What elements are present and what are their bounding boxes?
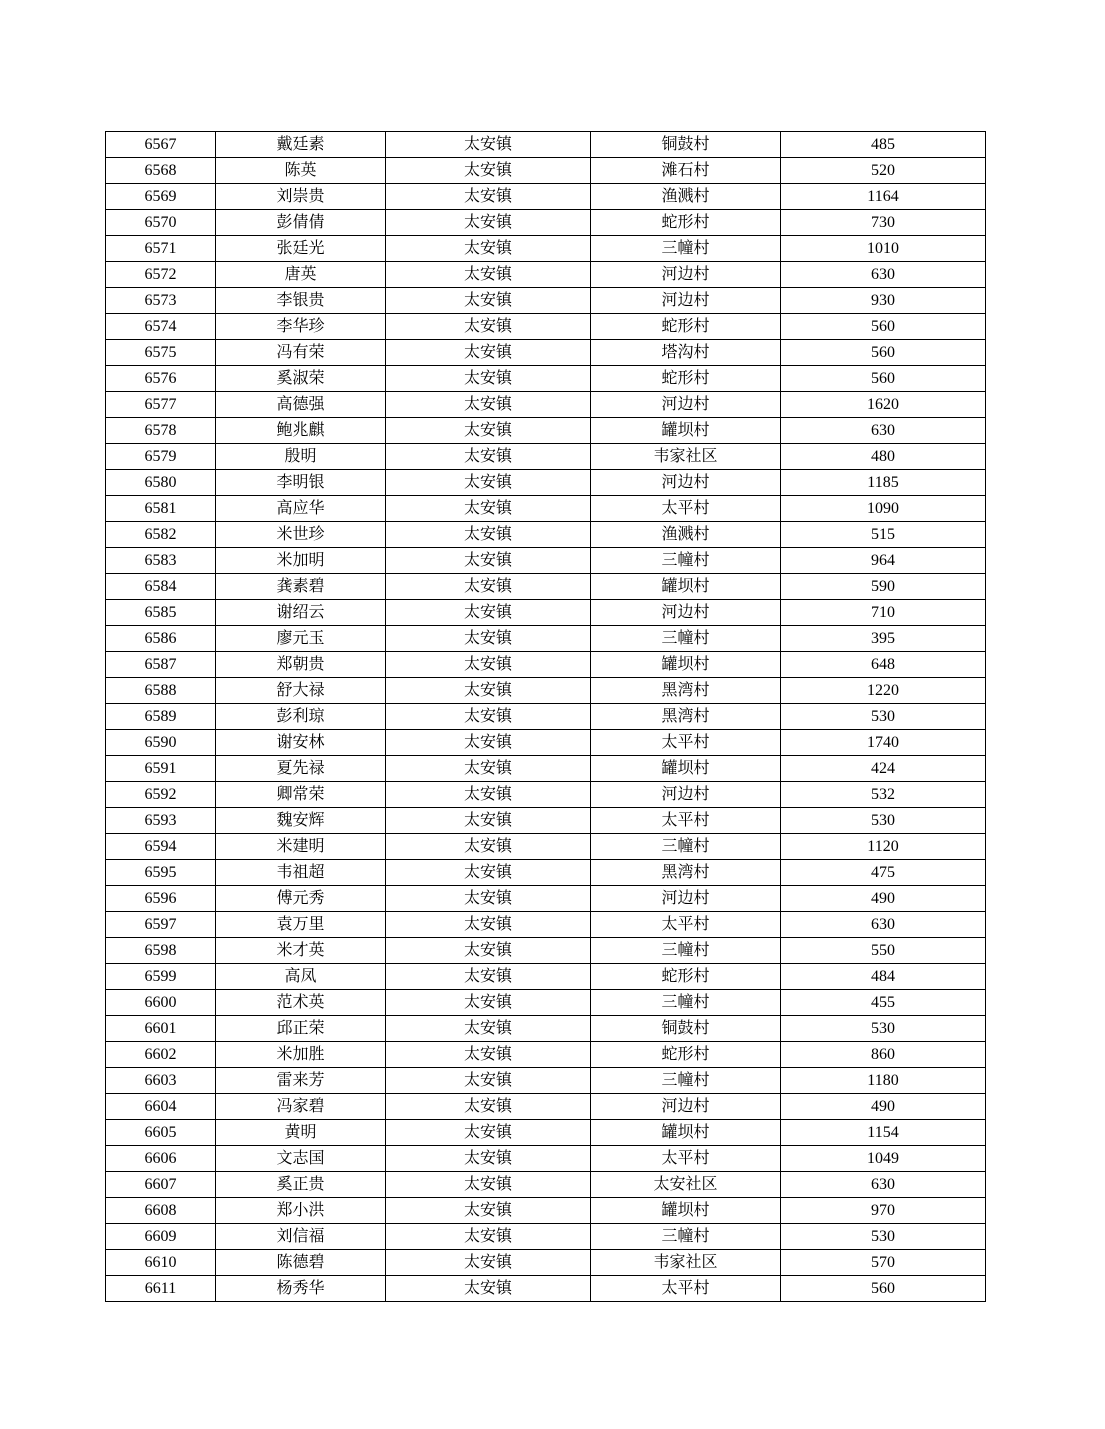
table-row [106, 210, 986, 236]
amount-cell: 530 [781, 704, 986, 730]
name-cell: 廖元玉 [216, 626, 386, 652]
town-cell: 太安镇 [386, 808, 591, 834]
town-cell: 太安镇 [386, 1146, 591, 1172]
table-row [106, 1198, 986, 1224]
village-cell: 蛇形村 [591, 314, 781, 340]
name-cell: 奚淑荣 [216, 366, 386, 392]
name-cell: 杨秀华 [216, 1276, 386, 1302]
village-cell: 河边村 [591, 470, 781, 496]
name-cell: 唐英 [216, 262, 386, 288]
amount-cell: 530 [781, 1224, 986, 1250]
table-row [106, 1276, 986, 1302]
name-cell: 米加明 [216, 548, 386, 574]
serial-cell: 6596 [106, 886, 216, 912]
village-cell: 罐坝村 [591, 574, 781, 600]
town-cell: 太安镇 [386, 470, 591, 496]
amount-cell: 1154 [781, 1120, 986, 1146]
table-row [106, 418, 986, 444]
amount-cell: 1740 [781, 730, 986, 756]
town-cell: 太安镇 [386, 522, 591, 548]
name-cell: 高应华 [216, 496, 386, 522]
amount-cell: 560 [781, 314, 986, 340]
amount-cell: 550 [781, 938, 986, 964]
serial-cell: 6605 [106, 1120, 216, 1146]
serial-cell: 6568 [106, 158, 216, 184]
name-cell: 米世珍 [216, 522, 386, 548]
amount-cell: 1220 [781, 678, 986, 704]
village-cell: 三幢村 [591, 990, 781, 1016]
serial-cell: 6577 [106, 392, 216, 418]
amount-cell: 930 [781, 288, 986, 314]
serial-cell: 6590 [106, 730, 216, 756]
serial-cell: 6569 [106, 184, 216, 210]
table-row [106, 886, 986, 912]
village-cell: 河边村 [591, 288, 781, 314]
serial-cell: 6597 [106, 912, 216, 938]
town-cell: 太安镇 [386, 782, 591, 808]
amount-cell: 964 [781, 548, 986, 574]
town-cell: 太安镇 [386, 860, 591, 886]
serial-cell: 6602 [106, 1042, 216, 1068]
amount-cell: 970 [781, 1198, 986, 1224]
village-cell: 滩石村 [591, 158, 781, 184]
name-cell: 高凤 [216, 964, 386, 990]
amount-cell: 1049 [781, 1146, 986, 1172]
village-cell: 三幢村 [591, 1068, 781, 1094]
serial-cell: 6567 [106, 132, 216, 158]
amount-cell: 730 [781, 210, 986, 236]
table-row [106, 1016, 986, 1042]
village-cell: 蛇形村 [591, 210, 781, 236]
amount-cell: 710 [781, 600, 986, 626]
village-cell: 三幢村 [591, 548, 781, 574]
village-cell: 罐坝村 [591, 418, 781, 444]
town-cell: 太安镇 [386, 1068, 591, 1094]
serial-cell: 6580 [106, 470, 216, 496]
serial-cell: 6570 [106, 210, 216, 236]
town-cell: 太安镇 [386, 1016, 591, 1042]
table-row [106, 990, 986, 1016]
town-cell: 太安镇 [386, 1120, 591, 1146]
table-row [106, 522, 986, 548]
name-cell: 高德强 [216, 392, 386, 418]
serial-cell: 6601 [106, 1016, 216, 1042]
town-cell: 太安镇 [386, 1042, 591, 1068]
town-cell: 太安镇 [386, 210, 591, 236]
name-cell: 傅元秀 [216, 886, 386, 912]
village-cell: 三幢村 [591, 1224, 781, 1250]
town-cell: 太安镇 [386, 756, 591, 782]
serial-cell: 6607 [106, 1172, 216, 1198]
records-table [105, 131, 986, 1302]
name-cell: 米才英 [216, 938, 386, 964]
town-cell: 太安镇 [386, 184, 591, 210]
name-cell: 刘信福 [216, 1224, 386, 1250]
name-cell: 冯家碧 [216, 1094, 386, 1120]
town-cell: 太安镇 [386, 730, 591, 756]
village-cell: 蛇形村 [591, 1042, 781, 1068]
amount-cell: 630 [781, 262, 986, 288]
town-cell: 太安镇 [386, 704, 591, 730]
village-cell: 河边村 [591, 1094, 781, 1120]
serial-cell: 6579 [106, 444, 216, 470]
amount-cell: 560 [781, 1276, 986, 1302]
village-cell: 太平村 [591, 1276, 781, 1302]
name-cell: 雷来芳 [216, 1068, 386, 1094]
serial-cell: 6594 [106, 834, 216, 860]
serial-cell: 6588 [106, 678, 216, 704]
amount-cell: 1185 [781, 470, 986, 496]
village-cell: 黑湾村 [591, 704, 781, 730]
town-cell: 太安镇 [386, 340, 591, 366]
table-row [106, 808, 986, 834]
town-cell: 太安镇 [386, 262, 591, 288]
name-cell: 殷明 [216, 444, 386, 470]
serial-cell: 6598 [106, 938, 216, 964]
town-cell: 太安镇 [386, 1224, 591, 1250]
serial-cell: 6608 [106, 1198, 216, 1224]
table-row [106, 938, 986, 964]
table-row [106, 964, 986, 990]
name-cell: 彭倩倩 [216, 210, 386, 236]
serial-cell: 6578 [106, 418, 216, 444]
town-cell: 太安镇 [386, 1276, 591, 1302]
amount-cell: 1164 [781, 184, 986, 210]
amount-cell: 480 [781, 444, 986, 470]
village-cell: 蛇形村 [591, 964, 781, 990]
name-cell: 韦祖超 [216, 860, 386, 886]
serial-cell: 6600 [106, 990, 216, 1016]
table-row [106, 158, 986, 184]
village-cell: 河边村 [591, 392, 781, 418]
village-cell: 太平村 [591, 808, 781, 834]
table-row [106, 1250, 986, 1276]
village-cell: 罐坝村 [591, 756, 781, 782]
serial-cell: 6592 [106, 782, 216, 808]
amount-cell: 630 [781, 418, 986, 444]
village-cell: 罐坝村 [591, 1120, 781, 1146]
village-cell: 河边村 [591, 262, 781, 288]
town-cell: 太安镇 [386, 1172, 591, 1198]
amount-cell: 515 [781, 522, 986, 548]
serial-cell: 6571 [106, 236, 216, 262]
table-row [106, 444, 986, 470]
name-cell: 卿常荣 [216, 782, 386, 808]
town-cell: 太安镇 [386, 288, 591, 314]
village-cell: 太安社区 [591, 1172, 781, 1198]
town-cell: 太安镇 [386, 392, 591, 418]
village-cell: 太平村 [591, 1146, 781, 1172]
serial-cell: 6582 [106, 522, 216, 548]
village-cell: 铜鼓村 [591, 132, 781, 158]
name-cell: 龚素碧 [216, 574, 386, 600]
table-row [106, 912, 986, 938]
serial-cell: 6595 [106, 860, 216, 886]
table-row [106, 366, 986, 392]
table-row [106, 470, 986, 496]
village-cell: 塔沟村 [591, 340, 781, 366]
table-row [106, 626, 986, 652]
amount-cell: 570 [781, 1250, 986, 1276]
table-row [106, 262, 986, 288]
serial-cell: 6609 [106, 1224, 216, 1250]
name-cell: 奚正贵 [216, 1172, 386, 1198]
serial-cell: 6587 [106, 652, 216, 678]
name-cell: 范术英 [216, 990, 386, 1016]
amount-cell: 1090 [781, 496, 986, 522]
village-cell: 三幢村 [591, 236, 781, 262]
village-cell: 三幢村 [591, 938, 781, 964]
village-cell: 渔溅村 [591, 522, 781, 548]
amount-cell: 630 [781, 1172, 986, 1198]
table-row [106, 1172, 986, 1198]
records-table-body [106, 132, 986, 1302]
village-cell: 河边村 [591, 782, 781, 808]
name-cell: 鲍兆麒 [216, 418, 386, 444]
amount-cell: 530 [781, 808, 986, 834]
amount-cell: 860 [781, 1042, 986, 1068]
amount-cell: 1180 [781, 1068, 986, 1094]
village-cell: 韦家社区 [591, 444, 781, 470]
town-cell: 太安镇 [386, 496, 591, 522]
name-cell: 夏先禄 [216, 756, 386, 782]
table-row [106, 1120, 986, 1146]
town-cell: 太安镇 [386, 444, 591, 470]
village-cell: 铜鼓村 [591, 1016, 781, 1042]
table-row [106, 730, 986, 756]
serial-cell: 6593 [106, 808, 216, 834]
village-cell: 太平村 [591, 730, 781, 756]
name-cell: 陈英 [216, 158, 386, 184]
table-row [106, 574, 986, 600]
name-cell: 李明银 [216, 470, 386, 496]
table-row [106, 1042, 986, 1068]
serial-cell: 6604 [106, 1094, 216, 1120]
village-cell: 蛇形村 [591, 366, 781, 392]
village-cell: 韦家社区 [591, 1250, 781, 1276]
amount-cell: 532 [781, 782, 986, 808]
serial-cell: 6573 [106, 288, 216, 314]
table-row [106, 600, 986, 626]
name-cell: 文志国 [216, 1146, 386, 1172]
table-row [106, 756, 986, 782]
table-row [106, 782, 986, 808]
town-cell: 太安镇 [386, 132, 591, 158]
serial-cell: 6610 [106, 1250, 216, 1276]
town-cell: 太安镇 [386, 574, 591, 600]
name-cell: 谢安林 [216, 730, 386, 756]
town-cell: 太安镇 [386, 1198, 591, 1224]
name-cell: 谢绍云 [216, 600, 386, 626]
amount-cell: 1620 [781, 392, 986, 418]
name-cell: 郑朝贵 [216, 652, 386, 678]
village-cell: 河边村 [591, 886, 781, 912]
town-cell: 太安镇 [386, 912, 591, 938]
table-row [106, 834, 986, 860]
town-cell: 太安镇 [386, 1250, 591, 1276]
amount-cell: 455 [781, 990, 986, 1016]
amount-cell: 648 [781, 652, 986, 678]
serial-cell: 6574 [106, 314, 216, 340]
village-cell: 渔溅村 [591, 184, 781, 210]
name-cell: 米建明 [216, 834, 386, 860]
name-cell: 袁万里 [216, 912, 386, 938]
serial-cell: 6581 [106, 496, 216, 522]
serial-cell: 6603 [106, 1068, 216, 1094]
name-cell: 李华珍 [216, 314, 386, 340]
table-row [106, 1068, 986, 1094]
town-cell: 太安镇 [386, 626, 591, 652]
amount-cell: 485 [781, 132, 986, 158]
village-cell: 黑湾村 [591, 678, 781, 704]
serial-cell: 6575 [106, 340, 216, 366]
table-row [106, 548, 986, 574]
town-cell: 太安镇 [386, 366, 591, 392]
town-cell: 太安镇 [386, 600, 591, 626]
name-cell: 李银贵 [216, 288, 386, 314]
amount-cell: 560 [781, 366, 986, 392]
town-cell: 太安镇 [386, 834, 591, 860]
village-cell: 河边村 [591, 600, 781, 626]
amount-cell: 490 [781, 886, 986, 912]
village-cell: 罐坝村 [591, 1198, 781, 1224]
town-cell: 太安镇 [386, 418, 591, 444]
serial-cell: 6572 [106, 262, 216, 288]
serial-cell: 6585 [106, 600, 216, 626]
town-cell: 太安镇 [386, 158, 591, 184]
table-row [106, 1146, 986, 1172]
table-row [106, 314, 986, 340]
table-row [106, 1224, 986, 1250]
town-cell: 太安镇 [386, 964, 591, 990]
table-row [106, 184, 986, 210]
village-cell: 太平村 [591, 496, 781, 522]
table-row [106, 860, 986, 886]
village-cell: 黑湾村 [591, 860, 781, 886]
name-cell: 彭利琼 [216, 704, 386, 730]
serial-cell: 6576 [106, 366, 216, 392]
town-cell: 太安镇 [386, 236, 591, 262]
amount-cell: 490 [781, 1094, 986, 1120]
name-cell: 舒大禄 [216, 678, 386, 704]
amount-cell: 560 [781, 340, 986, 366]
town-cell: 太安镇 [386, 938, 591, 964]
town-cell: 太安镇 [386, 1094, 591, 1120]
amount-cell: 630 [781, 912, 986, 938]
serial-cell: 6599 [106, 964, 216, 990]
amount-cell: 590 [781, 574, 986, 600]
town-cell: 太安镇 [386, 652, 591, 678]
serial-cell: 6584 [106, 574, 216, 600]
village-cell: 罐坝村 [591, 652, 781, 678]
town-cell: 太安镇 [386, 886, 591, 912]
amount-cell: 530 [781, 1016, 986, 1042]
name-cell: 冯有荣 [216, 340, 386, 366]
table-row [106, 236, 986, 262]
serial-cell: 6591 [106, 756, 216, 782]
name-cell: 郑小洪 [216, 1198, 386, 1224]
amount-cell: 484 [781, 964, 986, 990]
amount-cell: 1010 [781, 236, 986, 262]
amount-cell: 475 [781, 860, 986, 886]
serial-cell: 6589 [106, 704, 216, 730]
table-row [106, 132, 986, 158]
table-row [106, 392, 986, 418]
name-cell: 张廷光 [216, 236, 386, 262]
amount-cell: 395 [781, 626, 986, 652]
town-cell: 太安镇 [386, 314, 591, 340]
table-row [106, 340, 986, 366]
name-cell: 刘崇贵 [216, 184, 386, 210]
table-row [106, 652, 986, 678]
table-row [106, 678, 986, 704]
village-cell: 太平村 [591, 912, 781, 938]
name-cell: 魏安辉 [216, 808, 386, 834]
amount-cell: 424 [781, 756, 986, 782]
name-cell: 米加胜 [216, 1042, 386, 1068]
town-cell: 太安镇 [386, 990, 591, 1016]
town-cell: 太安镇 [386, 548, 591, 574]
name-cell: 黄明 [216, 1120, 386, 1146]
table-row [106, 496, 986, 522]
village-cell: 三幢村 [591, 834, 781, 860]
serial-cell: 6606 [106, 1146, 216, 1172]
name-cell: 邱正荣 [216, 1016, 386, 1042]
town-cell: 太安镇 [386, 678, 591, 704]
amount-cell: 520 [781, 158, 986, 184]
serial-cell: 6583 [106, 548, 216, 574]
village-cell: 三幢村 [591, 626, 781, 652]
amount-cell: 1120 [781, 834, 986, 860]
serial-cell: 6586 [106, 626, 216, 652]
serial-cell: 6611 [106, 1276, 216, 1302]
table-row [106, 704, 986, 730]
table-row [106, 1094, 986, 1120]
table-row [106, 288, 986, 314]
name-cell: 戴廷素 [216, 132, 386, 158]
name-cell: 陈德碧 [216, 1250, 386, 1276]
